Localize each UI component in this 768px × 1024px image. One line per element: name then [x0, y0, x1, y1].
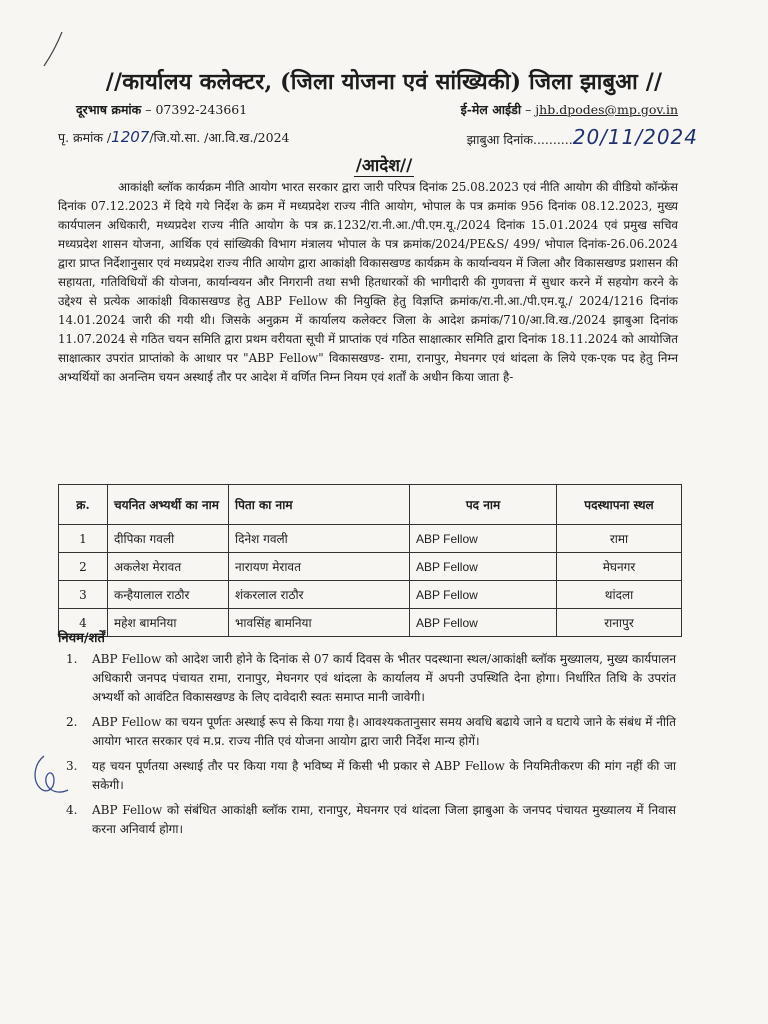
- col-candidate-name: चयनित अभ्यर्थी का नाम: [108, 485, 229, 525]
- order-date: झाबुआ दिनांक..........20/11/2024: [466, 125, 698, 149]
- cell-candidate-name: अकलेश मेरावत: [108, 553, 229, 581]
- table-header-row: [59, 485, 682, 525]
- cell-serial: 3: [59, 581, 108, 609]
- table-row: [59, 553, 682, 581]
- rule-text: ABP Fellow का चयन पूर्णतः अस्थाई रूप से किया गया है। आवश्यकतानुसार समय अवधि बढाये जाने व घटाये जाने के संबंध में नीति आयोग भारत सरकार एवं म.प्र. राज्य नीति एवं योजना आयोग द्वारा जारी निर्देश मान्य होगें।: [92, 715, 676, 748]
- email-line: ई-मेल आईडी – jhb.dpodes@mp.gov.in: [460, 102, 678, 117]
- order-body-paragraph: आकांक्षी ब्लॉक कार्यक्रम नीति आयोग भारत सरकार द्वारा जारी परिपत्र दिनांक 25.08.2023 एवं नीति आयोग की वीडियो कॉन्फ्रेंस दिनांक 07.12.2023 में दिये गये निर्देश के क्रम में मध्यप्रदेश राज्य नीति आयोग, भोपाल के पत्र क्रमांक 956 दिनांक 08.12.2023, मुख्य कार्यपालन अधिकारी, मध्यप्रदेश राज्य नीति आयोग के पत्र क्र.1232/रा.नी.आ./पी.एम.यू./2024 दिनांक 15.01.2024 एवं प्रमुख सचिव मध्यप्रदेश शासन योजना, आर्थिक एवं सांख्यिकी विभाग मंत्रालय भोपाल के पत्र क्रमांक/2024/PE&S/ 499/ भोपाल दिनांक-26.06.2024 द्वारा प्राप्त निर्देशानुसार एवं मध्यप्रदेश राज्य नीति आयोग द्वारा आकांक्षी विकासखण्ड कार्यक्रम के कार्यान्वयन में जिला और विकासखण्ड प्रशासन की सहायता, गतिविधियों की योजना, कार्यान्वयन और निगरानी तथा सभी हितधारकों की भागीदारी की गुणवत्ता में सुधार करने में सहयोग करने के उद्देश्य से प्रत्येक आकांक्षी विकासखण्ड हेतु ABP Fellow की नियुक्ति हेतु विज्ञप्ति क्रमांक/रा.नी.आ./पी.एम.यू./ 2024/1216 दिनांक 14.01.2024 जारी की गयी थी। जिसके अनुक्रम में कार्यालय कलेक्टर जिला के आदेश क्रमांक/710/आ.वि.ख./2024 झाबुआ दिनांक 11.07.2024 से गठित चयन समिति द्वारा प्रथम वरीयता सूची में प्राप्तांक एवं गठित साक्षात्कार समिति द्वारा दिनांक 18.11.2024 को आयोजित साक्षात्कार उपरांत प्राप्तांको के आधार पर "ABP Fellow" विकासखण्ड- रामा, रानापुर, मेघनगर एवं थांदला के लिये एक-एक पद हेतु निम्न अभ्यर्थियों का अनन्तिम चयन अस्थाई तौर पर आदेश में वर्णित निम्न नियम एवं शर्तों के अधीन किया जाता है-: [58, 180, 679, 384]
- cell-posting-place: रामा: [557, 525, 682, 553]
- cell-candidate-name: महेश बामनिया: [108, 609, 229, 637]
- phone-line: दूरभाष क्रमांक – 07392-243661: [76, 102, 248, 117]
- list-item: [66, 650, 676, 707]
- table-row: [59, 581, 682, 609]
- selection-table: [58, 484, 682, 637]
- cell-serial: 4: [59, 609, 108, 637]
- email-label: ई-मेल आईडी: [460, 102, 522, 117]
- pen-mark-icon: [40, 30, 70, 70]
- rule-number: 4.: [66, 803, 78, 817]
- ref-prefix: पृ. क्रमांक /: [58, 130, 112, 145]
- rule-number: 3.: [66, 759, 78, 773]
- list-item: [66, 801, 676, 839]
- col-posting-place: पदस्थापना स्थल: [557, 485, 682, 525]
- list-item: [66, 713, 676, 751]
- rule-number: 1.: [66, 652, 78, 666]
- cell-serial: 1: [59, 525, 108, 553]
- rule-text: ABP Fellow को आदेश जारी होने के दिनांक से 07 कार्य दिवस के भीतर पदस्थाना स्थल/आकांक्षी ब्लॉक मुख्यालय, मुख्य कार्यपालन अधिकारी जनपद पंचायत रामा, रानापुर, मेघनगर एवं थांदला के कार्यालय में अपनी उपस्थिति देना होगा। निर्धारित तिथि के उपरांत अभ्यर्थी को आवंटित विकासखण्ड के लिए दावेदारी स्वतः समाप्त मानी जावेगी।: [92, 652, 676, 704]
- rules-heading: नियम/शर्तें: [58, 631, 105, 646]
- cell-father-name: शंकरलाल राठौर: [229, 581, 410, 609]
- cell-father-name: दिनेश गवली: [229, 525, 410, 553]
- cell-posting-place: रानापुर: [557, 609, 682, 637]
- cell-post: ABP Fellow: [410, 581, 557, 609]
- cell-posting-place: मेघनगर: [557, 553, 682, 581]
- date-label: झाबुआ दिनांक: [466, 132, 533, 147]
- handwritten-mark-icon: [28, 750, 76, 810]
- cell-post: ABP Fellow: [410, 525, 557, 553]
- email-value: jhb.dpodes@mp.gov.in: [535, 102, 678, 117]
- cell-serial: 2: [59, 553, 108, 581]
- rules-list: [66, 650, 676, 845]
- cell-father-name: नारायण मेरावत: [229, 553, 410, 581]
- col-father-name: पिता का नाम: [229, 485, 410, 525]
- table-row: [59, 609, 682, 637]
- table-row: [59, 525, 682, 553]
- order-heading-text: /आदेश//: [355, 156, 413, 176]
- date-value: 20/11/2024: [572, 125, 698, 149]
- cell-post: ABP Fellow: [410, 553, 557, 581]
- rule-number: 2.: [66, 715, 78, 729]
- col-serial: क्र.: [59, 485, 108, 525]
- ref-suffix: /जि.यो.सा. /आ.वि.ख./2024: [149, 130, 290, 145]
- cell-post: ABP Fellow: [410, 609, 557, 637]
- rule-text: यह चयन पूर्णतया अस्थाई तौर पर किया गया है भविष्य में किसी भी प्रकार से ABP Fellow के नियमितीकरण की मांग नहीं की जा सकेगी।: [92, 759, 676, 792]
- cell-candidate-name: दीपिका गवली: [108, 525, 229, 553]
- cell-father-name: भावसिंह बामनिया: [229, 609, 410, 637]
- cell-candidate-name: कन्हैयालाल राठौर: [108, 581, 229, 609]
- col-post: पद नाम: [410, 485, 557, 525]
- phone-value: 07392-243661: [155, 102, 248, 117]
- reference-number: [58, 128, 289, 146]
- phone-label: दूरभाष क्रमांक: [76, 102, 142, 117]
- order-heading: [0, 153, 768, 176]
- office-title: //कार्यालय कलेक्टर, (जिला योजना एवं सांख्यिकी) जिला झाबुआ //: [105, 69, 663, 95]
- rule-text: ABP Fellow को संबंधित आकांक्षी ब्लॉक रामा, रानापुर, मेघनगर एवं थांदला जिला झाबुआ के जनपद पंचायत मुख्यालय में निवास करना अनिवार्य होगा।: [92, 803, 676, 836]
- ref-number: 1207: [111, 128, 150, 146]
- cell-posting-place: थांदला: [557, 581, 682, 609]
- list-item: [66, 757, 676, 795]
